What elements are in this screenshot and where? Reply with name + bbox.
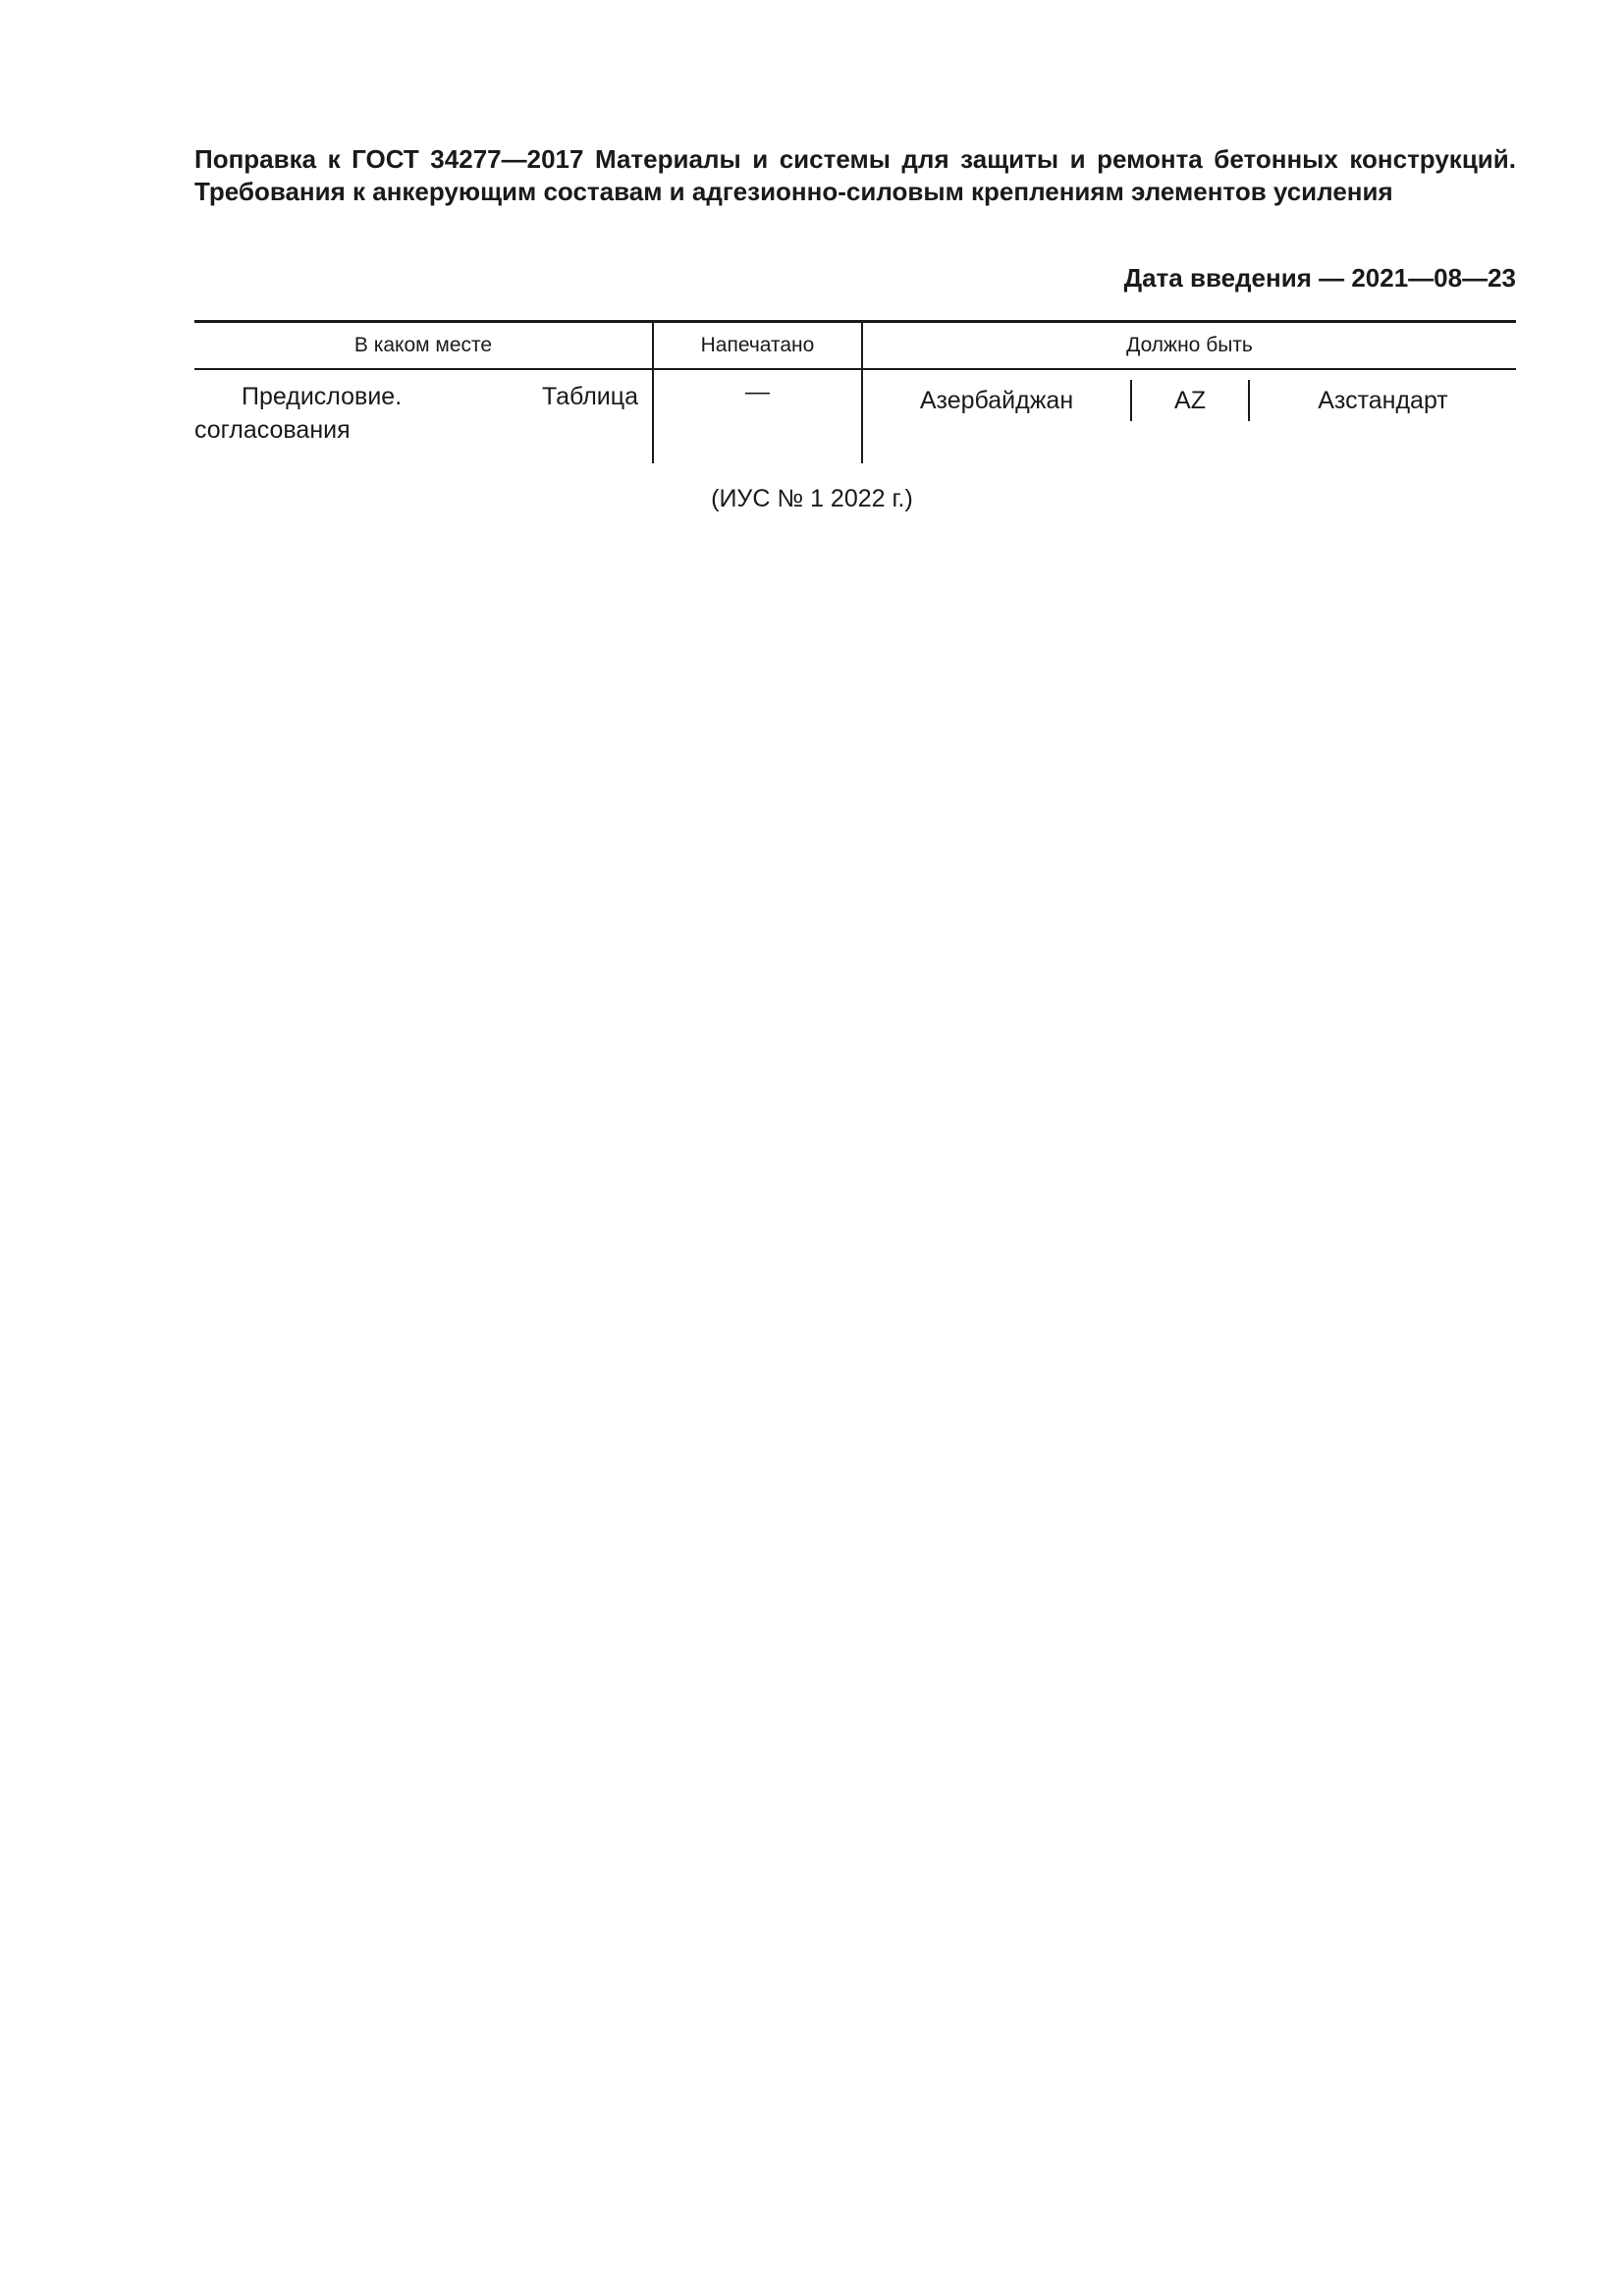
header-printed: Напечатано	[653, 322, 862, 370]
header-where: В каком месте	[194, 322, 653, 370]
standards-body: Азстандарт	[1318, 386, 1448, 414]
table-row	[194, 369, 1516, 463]
where-text: Предисловие. Таблица согласования	[194, 383, 638, 444]
publication-source: (ИУС № 1 2022 г.)	[711, 485, 913, 512]
amendment-title: Поправка к ГОСТ 34277—2017 Материалы и системы для защиты и ремонта бетонных конструкций. Требования к анкерующим составам и адгезионно-силовым креплениям элементов усиления	[194, 144, 1516, 206]
table-header-row	[194, 322, 1516, 370]
country-code: AZ	[1130, 380, 1250, 421]
country-name: Азербайджан	[919, 386, 1074, 414]
amendment-table	[194, 320, 1516, 463]
cell-printed: —	[653, 369, 862, 463]
cell-where	[194, 369, 653, 463]
cell-should-be	[862, 369, 1516, 463]
header-should-be: Должно быть	[862, 322, 1516, 370]
introduction-date: Дата введения — 2021—08—23	[1123, 263, 1516, 293]
should-be-entry	[863, 370, 1516, 421]
